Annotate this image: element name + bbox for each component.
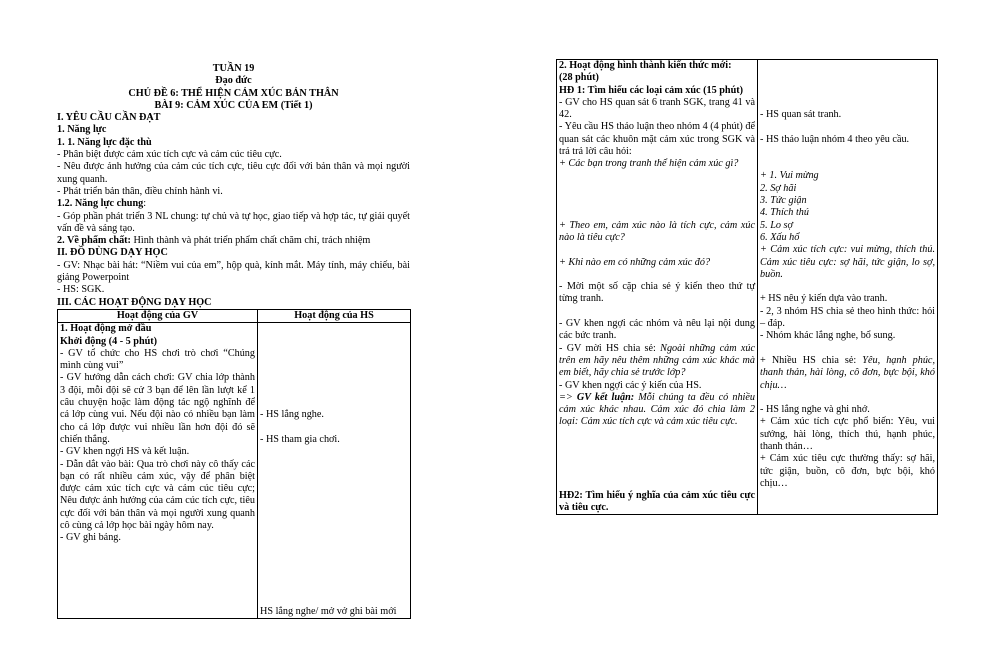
header-teacher: Hoạt động của GV [58, 309, 258, 322]
emotion-item: + 1. Vui mừng [760, 170, 819, 182]
activity-time: (28 phút) [559, 72, 599, 84]
spec-item: - Nêu được ảnh hưởng của cảm cúc tích cực, tiêu cực đối với bản thân và mọi người xung quanh. [57, 161, 410, 185]
activity-hd1: HĐ 1: Tìm hiểu các loại cảm xúc (15 phút) [559, 84, 744, 96]
activities-table-right [556, 59, 938, 515]
materials-teacher: - GV: Nhạc bài hát: “Niềm vui của em”, hộp quà, kính mắt. Máy tính, máy chiếu, bài giảng Powerpoint [57, 259, 410, 284]
section-requirements: I. YÊU CẦU CẦN ĐẠT [57, 112, 161, 124]
right-page [556, 59, 937, 515]
student-step: HS lắng nghe/ mở vở ghi bài mới [260, 605, 397, 617]
section-qualities: 2. Về phẩm chất: Hình thành và phát triển phẩm chất chăm chỉ, trách nhiệm [57, 235, 371, 247]
activity-new-knowledge: 2. Hoạt động hình thành kiến thức mới: [559, 60, 732, 71]
teacher-step: - GV hướng dẫn cách chơi: GV chia lớp thành 3 đội, mỗi đội sẽ cử 3 bạn để lên lần lượt kể 1 câu chuyện hoặc làm động tác ngộ nghĩnh để cả lớp cùng vui. Nếu đội nào có nhiều bạn làm cho cả lớp được vui nhiều lần hơn đội đó sẽ chiến thắng. [60, 372, 255, 445]
student-step: + Cảm xúc tích cực: vui mừng, thích thú. Cảm xúc tiêu cực: sợ hãi, tức giận, lo sợ, buồn. [760, 244, 935, 280]
question: + Khi nào em có những cảm xúc đó? [559, 256, 711, 268]
lesson-title: BÀI 9: CẢM XÚC CỦA EM (Tiết 1) [154, 99, 313, 111]
section-materials: II. ĐỒ DÙNG DẠY HỌC [57, 247, 168, 259]
teacher-step: - GV khen ngợi HS và kết luận. [60, 446, 190, 458]
section-competence: 1. Năng lực [57, 124, 107, 136]
left-page [57, 63, 410, 619]
teacher-step: - Yêu cầu HS thảo luận theo nhóm 4 (4 phút) để quan sát các khuôn mặt cảm xúc trong SGK và trả trả lời câu hỏi: [559, 121, 755, 158]
teacher-step: - GV tổ chức cho HS chơi trò chơi “Chúng mình cùng vui” [60, 347, 255, 372]
student-column [258, 323, 411, 619]
student-step: - Nhóm khác lắng nghe, bổ sung. [760, 330, 896, 342]
emotion-item: 2. Sợ hãi [760, 182, 797, 194]
student-step: - HS quan sát tranh. [760, 109, 842, 120]
teacher-column [58, 323, 258, 619]
emotion-item: 5. Lo sợ [760, 219, 793, 231]
activity-opening: 1. Hoạt động mở đầu [60, 323, 152, 335]
emotion-item: 4. Thích thú [760, 207, 809, 219]
teacher-step: - Dẫn dắt vào bài: Qua trò chơi này cô thấy các bạn có rất nhiều cảm xúc, vậy để phân biệt được cảm xúc tích cực và cảm cúc tiêu cực; Nêu được ảnh hưởng của cảm cúc tích cực, tiêu cực đối với bản thân và mọi người xung quanh cô cùng cả lớp học bài ngày hôm nay. [60, 458, 255, 531]
student-step: - HS lắng nghe và ghi nhớ. [760, 404, 870, 416]
student-step: + Cảm xúc tiêu cực thường thấy: sợ hãi, tức giận, buồn, cô đơn, bực bội, khó chịu… [760, 453, 935, 489]
question: + Các bạn trong tranh thể hiện cảm xúc gì? [559, 158, 739, 170]
emotion-item: 6. Xấu hổ [760, 231, 800, 243]
spec-item: - Phân biệt được cảm xúc tích cực và cảm cúc tiêu cực. [57, 149, 282, 161]
teacher-column [557, 60, 758, 515]
teacher-step: - GV ghi bảng. [60, 532, 121, 544]
question: + Theo em, cảm xúc nào là tích cực, cảm xúc nào là tiêu cực? [559, 219, 755, 243]
activities-table-left [57, 309, 411, 619]
topic-title: CHỦ ĐỀ 6: THỂ HIỆN CẢM XÚC BẢN THÂN [128, 87, 339, 99]
subject-title: Đạo đức [215, 75, 252, 87]
header-student: Hoạt động của HS [258, 309, 411, 322]
teacher-step: - Mời một số cặp chia sẻ ý kiến theo thứ tự từng tranh. [559, 281, 755, 305]
emotion-item: 3. Tức giận [760, 195, 807, 207]
activity-hd2: HĐ2: Tìm hiểu ý nghĩa của cảm xúc tiêu cực và tiêu cực. [559, 489, 755, 514]
teacher-step: - GV khen ngợi các nhóm và nêu lại nội dung các bức tranh. [559, 318, 755, 342]
section-activities: III. CÁC HOẠT ĐỘNG DẠY HỌC [57, 296, 212, 308]
teacher-step: - GV mời HS chia sẻ: Ngoài những cảm xúc trên em hãy nêu thêm những cảm xúc khác mà em biết, hãy chia sẻ trước lớp? [559, 342, 755, 379]
student-step: - HS lắng nghe. [260, 409, 324, 421]
student-column [758, 60, 938, 515]
section-specific-competence: 1. 1. Năng lực đặc thù [57, 136, 152, 148]
teacher-conclusion: => GV kết luận: Mỗi chúng ta đều có nhiều cảm xúc khác nhau. Cảm xúc đó chia làm 2 loại: Cảm xúc tích cực và cảm xúc tiêu cực. [559, 391, 755, 428]
student-step: - HS thảo luận nhóm 4 theo yêu cầu. [760, 133, 910, 145]
week-title: TUẦN 19 [212, 63, 255, 74]
teacher-step: - GV khen ngợi các ý kiến của HS. [559, 379, 702, 391]
student-step: - 2, 3 nhóm HS chia sẻ theo hình thức: hỏi – đáp. [760, 305, 935, 330]
general-competence-text: - Góp phần phát triển 3 NL chung: tự chủ và tự học, giao tiếp và hợp tác, tự giải quyết vấn đề và sáng tạo. [57, 210, 410, 234]
student-step: - HS tham gia chơi. [260, 433, 340, 445]
section-general-competence: 1.2. Năng lực chung: [57, 198, 147, 210]
student-step: + Nhiều HS chia sẻ: Yêu, hạnh phúc, thanh thản, hài lòng, cô đơn, bực bội, khó chịu… [760, 354, 935, 391]
teacher-step: - GV cho HS quan sát 6 tranh SGK, trang 41 và 42. [559, 96, 755, 121]
student-step: + Cảm xúc tích cực phổ biến: Yêu, vui sướng, hài lòng, thích thú, hạnh phúc, thanh thản… [760, 416, 935, 453]
activity-warmup: Khởi động (4 - 5 phút) [60, 335, 158, 347]
spec-item: - Phát triển bản thân, điều chỉnh hành vi. [57, 185, 223, 197]
materials-student: - HS: SGK. [57, 284, 105, 296]
student-step: + HS nêu ý kiến dựa vào tranh. [760, 293, 888, 305]
